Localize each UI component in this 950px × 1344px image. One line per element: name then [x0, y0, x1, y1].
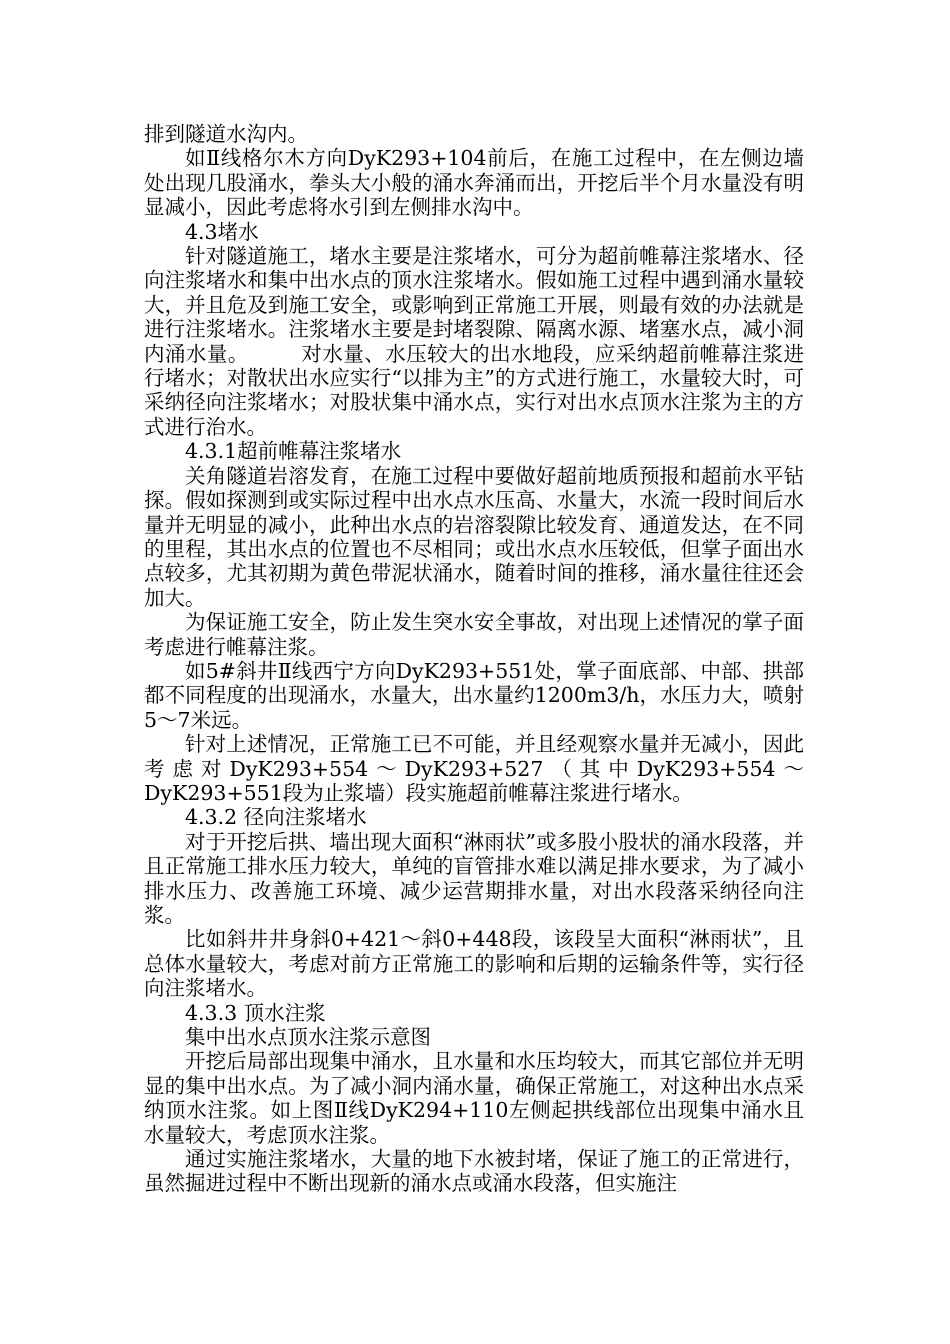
section-heading-4-3: 4.3堵水 — [185, 219, 259, 244]
paragraph-curtain-grouting: 针对上述情况，正常施工已不可能，并且经观察水量并无减小，因此考虑对DyK293+554～DyK293+527（其中DyK293+554～DyK293+551段为止浆墙）段实施超前帷幕注浆进行堵水。 — [144, 732, 804, 805]
section-heading-4-3-3: 4.3.3 顶水注浆 — [185, 1000, 326, 1025]
paragraph-dyk293-551: 如5#斜井Ⅱ线西宁方向DyK293+551处，掌子面底部、中部、拱部都不同程度的出现涌水，水量大，出水量约1200m3/h，水压力大，喷射5～7米远。 — [144, 658, 804, 732]
paragraph-result: 通过实施注浆堵水，大量的地下水被封堵，保证了施工的正常进行，虽然掘进过程中不断出现新的涌水点或涌水段落，但实施注 — [144, 1147, 804, 1196]
paragraph-water-blocking: 针对隧道施工，堵水主要是注浆堵水，可分为超前帷幕注浆堵水、径向注浆堵水和集中出水点的顶水注浆堵水。假如施工过程中遇到涌水量较大，并且危及到施工安全，或影响到正常施工开展，则最有效的办法就是进行注浆堵水。注浆堵水主要是封堵裂隙、隔离水源、堵塞水点，减小洞内涌水量。 对水量、水压较大的出水地段，应采纳超前帷幕注浆进行堵水；对散状出水应实行“以排为主”的方式进行施工，水量较大时，可采纳径向注浆堵水；对股状集中涌水点，实行对出水点顶水注浆为主的方式进行治水。 — [144, 244, 804, 439]
paragraph-dyk293-104: 如Ⅱ线格尔木方向DyK293+104前后，在施工过程中，在左侧边墙处出现几股涌水，拳头大小般的涌水奔涌而出，开挖后半个月水量没有明显减小，因此考虑将水引到左侧排水沟中。 — [144, 146, 804, 220]
document-page — [144, 122, 804, 1196]
section-heading-4-3-1: 4.3.1超前帷幕注浆堵水 — [185, 439, 402, 464]
paragraph-drainage-end: 排到隧道水沟内。 — [144, 122, 308, 146]
paragraph-inclined-shaft: 比如斜井井身斜0+421～斜0+448段，该段呈大面积“淋雨状”，且总体水量较大，考虑对前方正常施工的影响和后期的运输条件等，实行径向注浆堵水。 — [144, 927, 804, 1001]
figure-caption: 集中出水点顶水注浆示意图 — [185, 1025, 431, 1050]
paragraph-safety: 为保证施工安全，防止发生突水安全事故，对出现上述情况的掌子面考虑进行帷幕注浆。 — [144, 610, 804, 659]
paragraph-karst: 关角隧道岩溶发育，在施工过程中要做好超前地质预报和超前水平钻探。假如探测到或实际过程中出水点水压高、水量大，水流一段时间后水量并无明显的减小，此种出水点的岩溶裂隙比较发育、通道发达，在不同的里程，其出水点的位置也不尽相同；或出水点水压较低，但掌子面出水点较多，尤其初期为黄色带泥状涌水，随着时间的推移，涌水量往往还会加大。 — [144, 463, 804, 610]
paragraph-radial-grouting: 对于开挖后拱、墙出现大面积“淋雨状”或多股小股状的涌水段落，并且正常施工排水压力较大，单纯的盲管排水难以满足排水要求，为了减小排水压力、改善施工环境、减少运营期排水量，对出水段落采纳径向注浆。 — [144, 829, 804, 927]
paragraph-concentrated-water: 开挖后局部出现集中涌水，且水量和水压均较大，而其它部位并无明显的集中出水点。为了减小洞内涌水量，确保正常施工，对这种出水点采纳顶水注浆。如上图Ⅱ线DyK294+110左侧起拱线部位出现集中涌水且水量较大，考虑顶水注浆。 — [144, 1049, 804, 1147]
section-heading-4-3-2: 4.3.2 径向注浆堵水 — [185, 805, 367, 830]
